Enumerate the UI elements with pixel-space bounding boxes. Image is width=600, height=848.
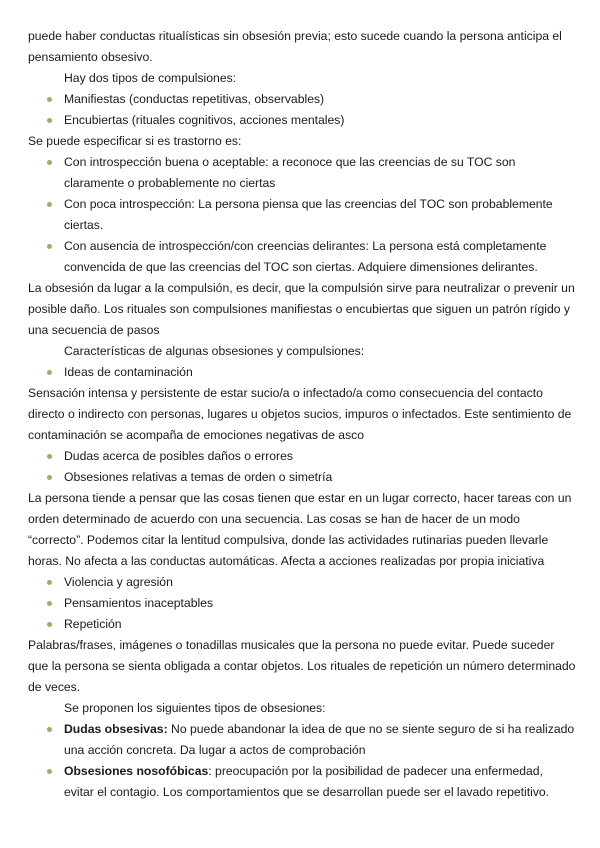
- list-item: [28, 110, 576, 131]
- list-item: [28, 593, 576, 614]
- list-item: [28, 446, 576, 467]
- list-item: [28, 152, 576, 194]
- document-body: [28, 26, 576, 803]
- bullet-icon: [47, 454, 52, 459]
- bullet-icon: [47, 601, 52, 606]
- list-item-text: Pensamientos inaceptables: [64, 596, 214, 610]
- list-item-term: Dudas obsesivas:: [64, 722, 168, 736]
- list-item: [28, 572, 576, 593]
- list-item-text: Ideas de contaminación: [64, 365, 193, 379]
- list-item-text: No puede abandonar la idea de que no se siente seguro de si ha realizado una acción concreta. Da lugar a actos de comprobación: [64, 722, 575, 757]
- list-item-text: Con introspección buena o aceptable: a reconoce que las creencias de su TOC son claramente o probablemente no ciertas: [64, 155, 516, 190]
- bullet-icon: [47, 202, 52, 207]
- list-item-text: Con ausencia de introspección/con creencias delirantes: La persona está completamente convencida de que las creencias del TOC son ciertas. Adquiere dimensiones delirantes.: [64, 239, 547, 274]
- bullet-list: [28, 719, 576, 803]
- bullet-list: [28, 362, 576, 383]
- bullet-list: [28, 572, 576, 635]
- list-item-text: Violencia y agresión: [64, 575, 173, 589]
- list-item: [28, 719, 576, 761]
- list-item: [28, 761, 576, 803]
- bullet-icon: [47, 580, 52, 585]
- bullet-list: [28, 446, 576, 488]
- list-item: [28, 236, 576, 278]
- bullet-list: [28, 89, 576, 131]
- list-item: [28, 89, 576, 110]
- list-item: [28, 614, 576, 635]
- paragraph: Se puede especificar si es trastorno es:: [28, 134, 242, 148]
- list-item-text: Manifiestas (conductas repetitivas, observables): [64, 92, 325, 106]
- list-item-text: Dudas acerca de posibles daños o errores: [64, 449, 293, 463]
- list-item-text: Con poca introspección: La persona piensa que las creencias del TOC son probablemente ciertas.: [64, 197, 553, 232]
- paragraph: Sensación intensa y persistente de estar sucio/a o infectado/a como consecuencia del contacto directo o indirecto con personas, lugares u objetos sucios, impuros o infectados. Este sentimiento de contaminación se acompaña de emociones negativas de asco: [28, 386, 572, 442]
- list-item-term: Obsesiones nosofóbicas: [64, 764, 209, 778]
- paragraph: La obsesión da lugar a la compulsión, es decir, que la compulsión sirve para neutralizar o prevenir un posible daño. Los rituales son compulsiones manifiestas o encubiertas que siguen un patrón rígido y una secuencia de pasos: [28, 281, 575, 337]
- bullet-icon: [47, 97, 52, 102]
- bullet-icon: [47, 244, 52, 249]
- list-item: [28, 362, 576, 383]
- bullet-icon: [47, 622, 52, 627]
- paragraph: Se proponen los siguientes tipos de obsesiones:: [64, 701, 326, 715]
- paragraph: puede haber conductas ritualísticas sin obsesión previa; esto sucede cuando la persona anticipa el pensamiento obsesivo.: [28, 29, 562, 64]
- bullet-icon: [47, 769, 52, 774]
- bullet-icon: [47, 370, 52, 375]
- paragraph: Características de algunas obsesiones y compulsiones:: [64, 344, 365, 358]
- list-item: [28, 194, 576, 236]
- list-item-text: Encubiertas (rituales cognitivos, acciones mentales): [64, 113, 345, 127]
- bullet-icon: [47, 475, 52, 480]
- list-item: [28, 467, 576, 488]
- list-item-text: : preocupación por la posibilidad de padecer una enfermedad, evitar el contagio. Los comportamientos que se desarrollan puede ser el lavado repetitivo.: [64, 764, 550, 799]
- paragraph: La persona tiende a pensar que las cosas tienen que estar en un lugar correcto, hacer tareas con un orden determinado de acuerdo con una secuencia. Las cosas se han de hacer de un modo “correcto”. Podemos citar la lentitud compulsiva, donde las actividades rutinarias pueden llevarle horas. No afecta a las conductas automáticas. Afecta a acciones realizadas por propia iniciativa: [28, 491, 572, 568]
- list-item-text: Obsesiones relativas a temas de orden o simetría: [64, 470, 333, 484]
- bullet-icon: [47, 160, 52, 165]
- list-item-text: Repetición: [64, 617, 122, 631]
- bullet-icon: [47, 727, 52, 732]
- paragraph: Hay dos tipos de compulsiones:: [64, 71, 237, 85]
- bullet-list: [28, 152, 576, 278]
- bullet-icon: [47, 118, 52, 123]
- paragraph: Palabras/frases, imágenes o tonadillas musicales que la persona no puede evitar. Puede suceder que la persona se sienta obligada a contar objetos. Los rituales de repetición un número determinado de veces.: [28, 638, 576, 694]
